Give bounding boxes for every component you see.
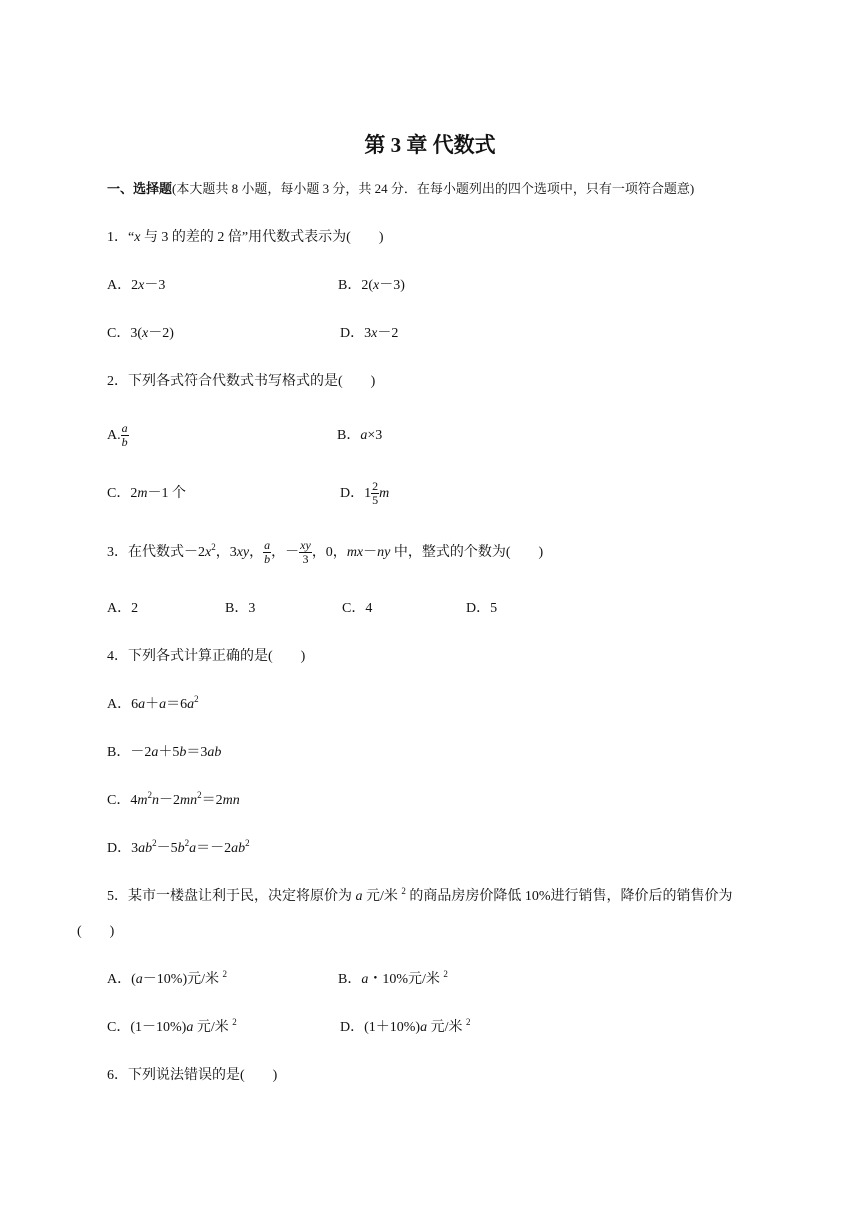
q5-a-sup: 2 (222, 969, 227, 979)
q4-c-t1: C．4 (107, 793, 138, 808)
q4-a-t1: A．6 (107, 697, 139, 712)
q4-d-t2: －5 (156, 841, 178, 856)
q4-a-v2: a (159, 697, 167, 712)
q5-a-t2: －10%)元/米 (142, 972, 223, 987)
section-note: (本大题共 8 小题，每小题 3 分，共 24 分．在每小题列出的四个选项中，只有一项符合题意) (172, 181, 695, 196)
q1-c-text: C．3( (107, 326, 142, 341)
q5-b-var: a (361, 972, 369, 987)
q2-d-fraction (371, 480, 379, 507)
q5-stem-sup: 2 (401, 886, 406, 896)
q5-stem-c: 的商品房房价降低 10%进行销售，降价后的销售价为 (405, 889, 733, 904)
q2-b-text: B． (337, 428, 361, 443)
q3-f2-denominator: 3 (302, 552, 309, 567)
q5-stem-b: 元/米 (362, 889, 402, 904)
q1-d-text2: －2 (377, 326, 399, 341)
q1-option-c (107, 325, 174, 343)
q5-d-t1: D．(1＋10%) (340, 1020, 421, 1035)
q1-c-var: x (142, 326, 149, 341)
q3-f1-denominator: b (264, 552, 271, 567)
q1-a-text2: －3 (144, 278, 166, 293)
q1-var: x (134, 230, 141, 245)
q3-text-1: 3．在代数式－2 (107, 545, 205, 560)
q2-option-a (107, 418, 129, 454)
q3-var-ny: ny (377, 545, 391, 560)
q5-d-var: a (420, 1020, 428, 1035)
q4-b-t2: ＋5 (158, 745, 180, 760)
q5-a-t1: A．( (107, 972, 136, 987)
q4-a-t3: ＝6 (166, 697, 188, 712)
q4-c-t2: －2 (158, 793, 180, 808)
q3-sup: 2 (211, 542, 216, 552)
q2-c-text: C．2 (107, 486, 138, 501)
q4-d-v3: a (189, 841, 197, 856)
q5-stem-var: a (355, 889, 363, 904)
q1-b-var: x (373, 278, 380, 293)
q1-d-text: D．3 (340, 326, 372, 341)
q5-option-b (338, 971, 448, 989)
q2-option-b (337, 427, 382, 445)
q4-c-s2: 2 (197, 790, 202, 800)
q3-text-7: 中，整式的个数为( ) (390, 545, 544, 560)
q5-c-t1: C．(1－10%) (107, 1020, 187, 1035)
q5-option-c (107, 1019, 237, 1037)
q4-a-v3: a (187, 697, 195, 712)
q5-stem-paren: ( ) (77, 924, 115, 939)
q3-option-d: D．5 (466, 601, 498, 616)
q5-stem (107, 888, 733, 906)
q1-a-var: x (138, 278, 145, 293)
q1-b-text2: －3) (379, 278, 405, 293)
q2-c-var: m (137, 486, 148, 501)
q1-a-text: A．2 (107, 278, 139, 293)
q5-d-t2: 元/米 (427, 1020, 466, 1035)
q1-quote: “ (128, 230, 135, 245)
q5-b-t2: ・10%元/米 (368, 972, 444, 987)
q4-a-t2: ＋ (145, 697, 160, 712)
q4-b-v2: b (179, 745, 187, 760)
q5-b-t1: B． (338, 972, 362, 987)
q2-a-fraction (121, 422, 129, 449)
q3-text-5: ，0， (311, 545, 347, 560)
q3-var-x: x (205, 545, 212, 560)
q3-var-xy: xy (236, 545, 250, 560)
q4-c-s1: 2 (147, 790, 152, 800)
q3-text-6: － (363, 545, 378, 560)
q5-b-sup: 2 (443, 969, 448, 979)
q2-d-numerator: 2 (372, 479, 379, 494)
page-title: 第 3 章 代数式 (364, 133, 496, 157)
section-label: 一、选择题 (107, 181, 173, 196)
q2-b-text2: ×3 (367, 428, 383, 443)
q3-text-2: ，3 (215, 545, 237, 560)
q3-stem (107, 535, 543, 571)
q4-c-v3: mn (179, 793, 198, 808)
q2-d-label: D．1 (340, 486, 372, 501)
q3-option-b: B．3 (225, 601, 256, 616)
q3-f1-numerator: a (264, 538, 271, 553)
q1-number: 1． (107, 230, 128, 245)
q4-d-t1: D．3 (107, 841, 139, 856)
q2-c-text2: －1 个 (147, 486, 186, 501)
q1-stem-text: 与 3 的差的 2 倍”用代数式表示为( ) (140, 230, 384, 245)
q4-c-t3: ＝2 (201, 793, 223, 808)
q4-d-s1: 2 (152, 838, 157, 848)
q5-stem-a: 5．某市一楼盘让利于民，决定将原价为 (107, 889, 356, 904)
q1-d-var: x (371, 326, 378, 341)
q4-b-t3: ＝3 (186, 745, 208, 760)
q5-c-t2: 元/米 (193, 1020, 233, 1035)
q1-option-a (107, 277, 165, 295)
q2-b-var: a (360, 428, 368, 443)
q5-c-var: a (186, 1020, 194, 1035)
q5-option-d (340, 1019, 471, 1037)
q3-f2-numerator: xy (300, 538, 311, 553)
q4-option-a (107, 696, 199, 714)
q1-option-b (338, 277, 405, 295)
q3-text-3: ， (249, 545, 264, 560)
q2-option-d (340, 476, 389, 512)
q5-a-var: a (135, 972, 143, 987)
q6-stem: 6．下列说法错误的是( ) (107, 1068, 278, 1083)
q4-a-sup: 2 (194, 694, 199, 704)
q3-var-mx: mx (346, 545, 364, 560)
q2-d-denominator: 5 (372, 493, 379, 508)
q3-fraction-1 (263, 539, 271, 566)
q5-option-a (107, 971, 227, 989)
q2-a-label: A. (107, 428, 121, 443)
q4-b-t1: B．－2 (107, 745, 152, 760)
q1-stem (107, 229, 383, 247)
q4-b-v3: ab (207, 745, 222, 760)
q2-option-c (107, 485, 186, 503)
q4-c-v2: n (151, 793, 159, 808)
q4-d-t3: ＝－2 (196, 841, 232, 856)
q4-d-s2: 2 (184, 838, 190, 848)
q4-option-c (107, 792, 240, 810)
q4-d-v1: ab (138, 841, 153, 856)
q3-option-c: C．4 (342, 601, 373, 616)
q1-c-text2: －2) (148, 326, 174, 341)
q4-option-d (107, 840, 250, 858)
q3-fraction-2 (299, 539, 312, 566)
q4-stem: 4．下列各式计算正确的是( ) (107, 649, 306, 664)
q4-option-b (107, 744, 221, 762)
q4-d-v2: b (177, 841, 185, 856)
section-header (107, 180, 694, 198)
q5-d-sup: 2 (466, 1017, 471, 1027)
q5-c-sup: 2 (232, 1017, 237, 1027)
q4-d-s3: 2 (245, 838, 250, 848)
q2-d-var: m (379, 486, 390, 501)
q2-a-denominator: b (121, 435, 128, 450)
q4-c-v4: mn (222, 793, 240, 808)
q4-a-v1: a (138, 697, 146, 712)
q2-a-numerator: a (121, 421, 128, 436)
q4-c-v1: m (137, 793, 148, 808)
q1-b-text: B．2( (338, 278, 373, 293)
q3-text-4: ，－ (271, 545, 300, 560)
q2-stem: 2．下列各式符合代数式书写格式的是( ) (107, 374, 376, 389)
q4-b-v1: a (151, 745, 159, 760)
q4-d-v4: ab (231, 841, 246, 856)
q1-option-d (340, 325, 398, 343)
q3-option-a: A．2 (107, 601, 139, 616)
